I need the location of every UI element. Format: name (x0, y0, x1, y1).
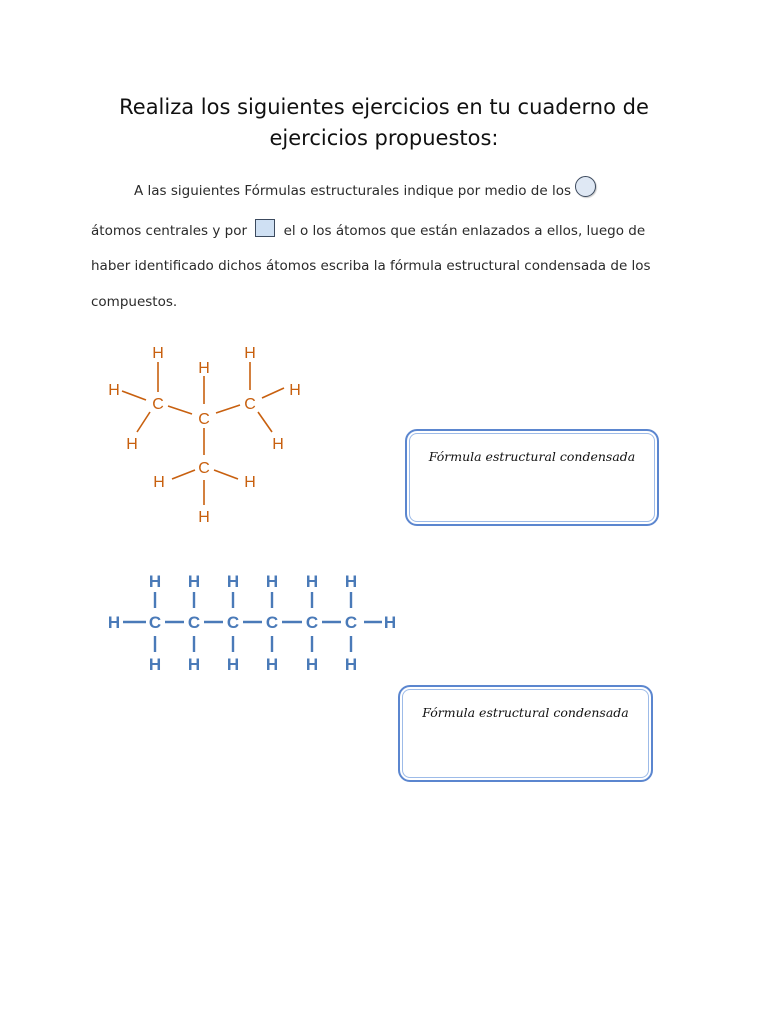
m1-atom-h: H (289, 382, 301, 399)
m2-atom-c: C (148, 613, 162, 632)
answer-box-1[interactable] (405, 429, 659, 526)
m2-atom-h: H (148, 655, 162, 674)
m1-atom-h: H (108, 382, 120, 399)
instruction-line-4: compuestos. (91, 294, 178, 310)
m2-atom-h: H (187, 572, 201, 591)
m2-atom-h: H (107, 613, 121, 632)
instruction-text-2a: átomos centrales y por (91, 223, 248, 239)
instruction-line-3: haber identificado dichos átomos escriba la fórmula estructural condensada de los (91, 258, 651, 274)
m2-atom-h: H (383, 613, 397, 632)
m1-atom-h: H (272, 436, 284, 453)
m1-atom-h: H (153, 474, 165, 491)
m1-atom-h: H (198, 360, 210, 377)
m1-atom-c: C (244, 396, 256, 413)
m1-atom-h: H (198, 509, 210, 526)
instruction-text-1: A las siguientes Fórmulas estructurales indique por medio de los (134, 183, 572, 199)
m1-atom-h: H (126, 436, 138, 453)
answer-box-2[interactable] (398, 685, 653, 782)
m2-atom-h: H (265, 572, 279, 591)
m1-atom-h: H (244, 345, 256, 362)
m1-atom-h: H (244, 474, 256, 491)
answer-box-label: Fórmula estructural condensada (422, 705, 629, 720)
m1-atom-c: C (198, 460, 210, 477)
hexane-structure (100, 568, 410, 678)
m2-atom-c: C (305, 613, 319, 632)
m2-atom-c: C (344, 613, 358, 632)
page-title (90, 92, 678, 154)
title-line-1: Realiza los siguientes ejercicios en tu cuaderno de (119, 95, 649, 119)
answer-box-label: Fórmula estructural condensada (428, 449, 636, 464)
instruction-line-1 (134, 176, 596, 199)
isobutane-structure (100, 340, 310, 530)
instruction-text-2b: el o los átomos que están enlazados a ellos, luego de (283, 223, 646, 239)
m2-atom-h: H (344, 655, 358, 674)
m1-atom-h: H (152, 345, 164, 362)
circle-symbol-icon (575, 176, 596, 197)
instruction-line-2 (91, 219, 645, 239)
title-line-2: ejercicios propuestos: (269, 126, 499, 150)
square-symbol-icon (255, 219, 275, 237)
m2-atom-h: H (226, 655, 240, 674)
m1-atom-c: C (198, 411, 210, 428)
m2-atom-h: H (226, 572, 240, 591)
m2-atom-c: C (187, 613, 201, 632)
m2-atom-h: H (187, 655, 201, 674)
m2-atom-h: H (265, 655, 279, 674)
m2-atom-c: C (265, 613, 279, 632)
m2-atom-h: H (305, 572, 319, 591)
m2-atom-h: H (305, 655, 319, 674)
m2-atom-h: H (148, 572, 162, 591)
m2-atom-c: C (226, 613, 240, 632)
m2-atom-h: H (344, 572, 358, 591)
m1-atom-c: C (152, 396, 164, 413)
